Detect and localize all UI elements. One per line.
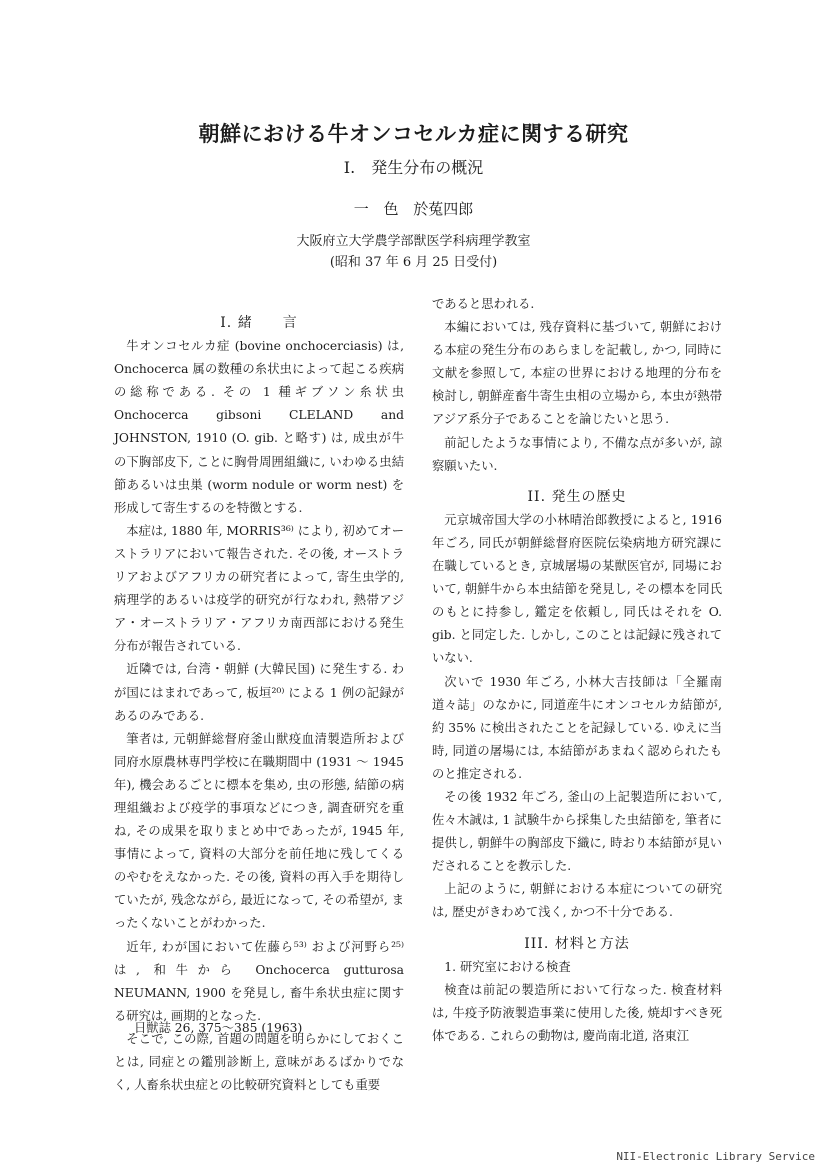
section-heading-introduction: I. 緒 言 [220,315,298,331]
journal-citation: 日獣誌 26, 375～385 (1963) [134,1021,303,1035]
section-heading-history: II. 発生の歴史 [527,488,627,505]
library-service-footer: NII-Electronic Library Service [616,1150,815,1163]
received-date: (昭和 37 年 6 月 25 日受付) [329,255,498,270]
paragraph: 元京城帝国大学の小林晴治郎教授によると, 1916 年ごろ, 同氏が朝鮮総督府医院伝染病地方研究課に在職しているとき, 京城屠場の某獣医官が, 同場において, 朝鮮牛から本虫結節を発見し, その標本を同氏のもとに持参し, 鑑定を依頼し, 同氏はそれを O. gib. と同定した. しかし, このことは記録に残されていない. [432,512,722,666]
subsection-heading-lab-exam: 1. 研究室における検査 [444,959,571,974]
section-heading-materials-methods: III. 材料と方法 [524,935,630,952]
paragraph: 前記したような事情により, 不備な点が多いが, 諒察願いたい. [432,435,722,473]
paragraph: 本編においては, 残存資料に基づいて, 朝鮮における本症の発生分布のあらましを記載し, かつ, 同時に文献を参照して, 本症の世界における地理的分布を検討し, 朝鮮産畜牛寄生虫相の立場から, 本虫が熱帯アジア系分子であることを論じたいと思う. [432,320,722,427]
author-affiliation: 大阪府立大学農学部獣医学科病理学教室 [296,234,531,249]
paragraph: 筆者は, 元朝鮮総督府釜山獣疫血清製造所および同府水原農林専門学校に在職期間中 (1931 ～ 1945 年), 機会あるごとに標本を集め, 虫の形態, 結節の病理組織および疫学的事項などにつき, 調査研究を重ね, その成果を取りまとめ中であったが, 1945 年, 事情によって, 資料の大部分を前任地に残してくるのやむをえなかった. その後, 資料の再入手を期待していたが, 残念ながら, 最近になって, その希望が, まったくないことがわかった. [114,731,404,931]
paragraph: その後 1932 年ごろ, 釜山の上記製造所において, 佐々木誠は, 1 試験牛から採集した虫結節を, 筆者に提供し, 朝鮮牛の胸部皮下織に, 時おり本結節が見いだされることを教示した. [432,789,722,874]
article-subtitle: I. 発生分布の概況 [343,158,484,177]
paragraph: 本症は, 1880 年, MORRIS³⁶⁾ により, 初めてオーストラリアにおいて報告された. その後, オーストラリアおよびアフリカの研究者によって, 寄生虫学的, 病理学的あるいは疫学的研究が行なわれ, 熱帯アジア・オーストラリア・アフリカ南西部における発生分布が報告されている. [114,523,404,654]
paragraph: そこで, この際, 首題の問題を明らかにしておくことは, 同症との鑑別診断上, 意味があるばかりでなく, 人畜糸状虫症との比較研究資料としても重要 [114,1031,404,1093]
right-column [432,293,722,1048]
author-name: 一 色 於菟四郎 [353,200,474,218]
paragraph: 検査は前記の製造所において行なった. 検査材料は, 牛疫予防液製造事業に使用した後, 焼却すべき死体である. これらの動物は, 慶尚南北道, 洛東江 [432,982,722,1043]
left-column [114,312,404,1097]
paragraph: であると思われる. [432,297,535,311]
paragraph: 近年, わが国において佐藤ら⁵³⁾ および河野ら²⁵⁾ は, 和牛から Onchocerca gutturosa NEUMANN, 1900 を発見し, 畜牛糸状虫症に関する研究は, 画期的となった. [114,939,404,1023]
paragraph: 近隣では, 台湾・朝鮮 (大韓民国) に発生する. わが国にはまれであって, 板垣²⁰⁾ による 1 例の記録があるのみである. [114,662,404,723]
paragraph: 次いで 1930 年ごろ, 小林大吉技師は「全羅南道々誌」のなかに, 同道産牛にオンコセルカ結節が, 約 35% に検出されたことを記録している. ゆえに当時, 同道の屠場には, 本結節があまねく認められたものと推定される. [432,674,722,781]
paragraph: 牛オンコセルカ症 (bovine onchocerciasis) は, Onchocerca 属の数種の糸状虫によって起こる疾病の総称である. その 1 種ギブソン糸状虫 Onchocerca gibsoni CLELAND and JOHNSTON, 1910 (O. gib. と略す) は, 成虫が牛の下胸部皮下, ことに胸骨周囲組織に, いわゆる虫結節あるいは虫巣 (worm nodule or worm nest) を形成して寄生するのを特徴とする. [114,339,404,515]
paragraph: 上記のように, 朝鮮における本症についての研究は, 歴史がきわめて浅く, かつ不十分である. [432,882,722,920]
article-title: 朝鮮における牛オンコセルカ症に関する研究 [198,121,629,146]
